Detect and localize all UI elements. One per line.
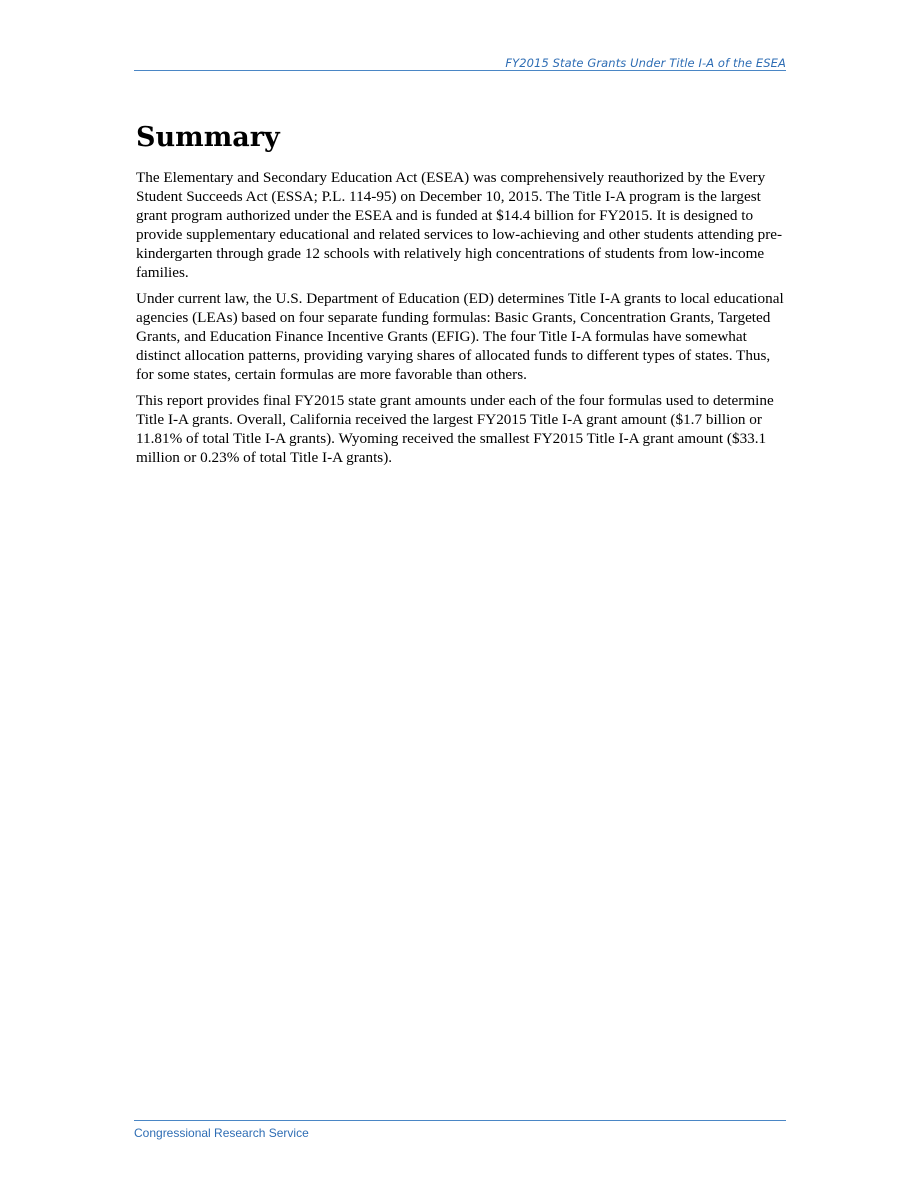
summary-paragraph-3: This report provides final FY2015 state grant amounts under each of the four formulas used to determine Title I-A grants. Overall, California received the largest FY2015 Title I-A grant amount ($1.7 billion or 11.81% of total Title I-A grants). Wyoming received the smallest FY2015 Title I-A grant amount ($33.1 million or 0.23% of total Title I-A grants). — [136, 392, 774, 466]
page-header — [134, 54, 786, 71]
document-body — [136, 120, 788, 474]
section-heading: Summary — [136, 122, 280, 153]
summary-paragraph-1: The Elementary and Secondary Education Act (ESEA) was comprehensively reauthorized by the Every Student Succeeds Act (ESSA; P.L. 114-95) on December 10, 2015. The Title I-A program is the largest grant program authorized under the ESEA and is funded at $14.4 billion for FY2015. It is designed to provide supplementary educational and related services to low-achieving and other students attending pre-kindergarten through grade 12 schools with relatively high concentrations of students from low-income families. — [136, 169, 783, 281]
summary-paragraph-2: Under current law, the U.S. Department of Education (ED) determines Title I-A grants to local educational agencies (LEAs) based on four separate funding formulas: Basic Grants, Concentration Grants, Targeted Grants, and Education Finance Incentive Grants (EFIG). The four Title I-A formulas have somewhat distinct allocation patterns, providing varying shares of allocated funds to different types of states. Thus, for some states, certain formulas are more favorable than others. — [136, 290, 784, 383]
footer-organization: Congressional Research Service — [134, 1126, 309, 1140]
page-footer — [134, 1120, 786, 1142]
running-title: FY2015 State Grants Under Title I-A of the ESEA — [505, 56, 786, 70]
